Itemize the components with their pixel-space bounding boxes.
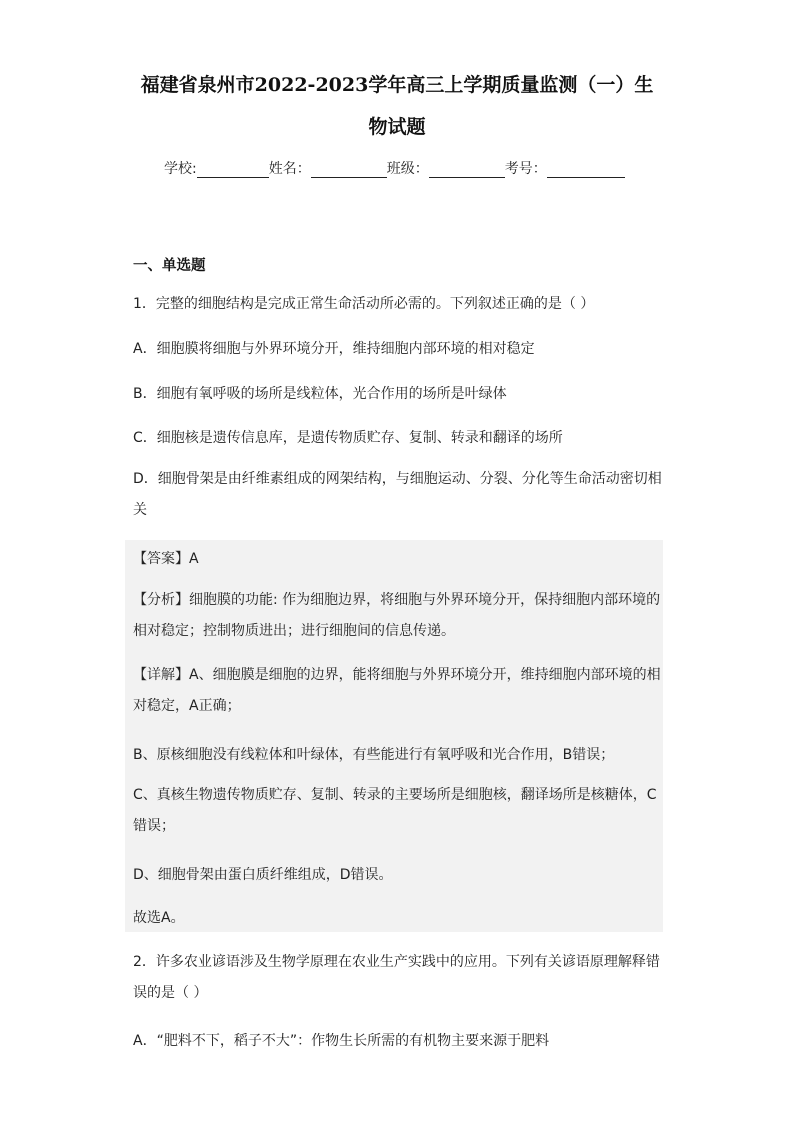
name-label: 姓名：: [268, 161, 311, 177]
q1-detail-b: B、原核细胞没有线粒体和叶绿体，有些能进行有氧呼吸和光合作用，B错误；: [133, 747, 615, 763]
number-label: 考号：: [504, 161, 547, 177]
q1-detail-d: D、细胞骨架由蛋白质纤维组成，D错误。: [133, 867, 393, 883]
q1-option-d: D．细胞骨架是由纤维素组成的网架结构，与细胞运动、分裂、分化等生命活动密切相关: [133, 471, 662, 518]
section-title: 一、单选题: [133, 258, 206, 274]
class-blank[interactable]: [429, 161, 505, 178]
school-label: 学校:: [164, 161, 197, 177]
document-title-line2: 物试题: [368, 116, 426, 138]
q1-stem: 1．完整的细胞结构是完成正常生命活动所必需的。下列叙述正确的是（ ）: [133, 296, 595, 312]
q1-detail-c: C、真核生物遗传物质贮存、复制、转录的主要场所是细胞核，翻译场所是核糖体，C错误；: [133, 787, 657, 834]
q1-conclusion: 故选A。: [133, 910, 185, 926]
name-blank[interactable]: [311, 161, 387, 178]
q2-stem: 2．许多农业谚语涉及生物学原理在农业生产实践中的应用。下列有关谚语原理解释错误的是（ ）: [133, 954, 660, 1001]
q1-answer: 【答案】A: [133, 551, 199, 567]
q1-option-b: B．细胞有氧呼吸的场所是线粒体，光合作用的场所是叶绿体: [133, 386, 507, 402]
q2-option-a: A．“肥料不下，稻子不大”：作物生长所需的有机物主要来源于肥料: [133, 1033, 550, 1049]
q1-option-c: C．细胞核是遗传信息库，是遗传物质贮存、复制、转录和翻译的场所: [133, 430, 563, 446]
q1-option-a: A．细胞膜将细胞与外界环境分开，维持细胞内部环境的相对稳定: [133, 341, 535, 357]
document-title-line1: 福建省泉州市2022-2023学年高三上学期质量监测（一）生: [140, 74, 654, 96]
q1-analysis: 【分析】细胞膜的功能: 作为细胞边界，将细胞与外界环境分开，保持细胞内部环境的相对稳定；控制物质进出；进行细胞间的信息传递。: [133, 592, 661, 639]
q1-detail-a: 【详解】A、细胞膜是细胞的边界，能将细胞与外界环境分开，维持细胞内部环境的相对稳定，A正确；: [133, 667, 661, 714]
school-blank[interactable]: [197, 161, 269, 178]
student-info-fields: [164, 158, 625, 178]
class-label: 班级：: [386, 161, 429, 177]
number-blank[interactable]: [547, 161, 625, 178]
